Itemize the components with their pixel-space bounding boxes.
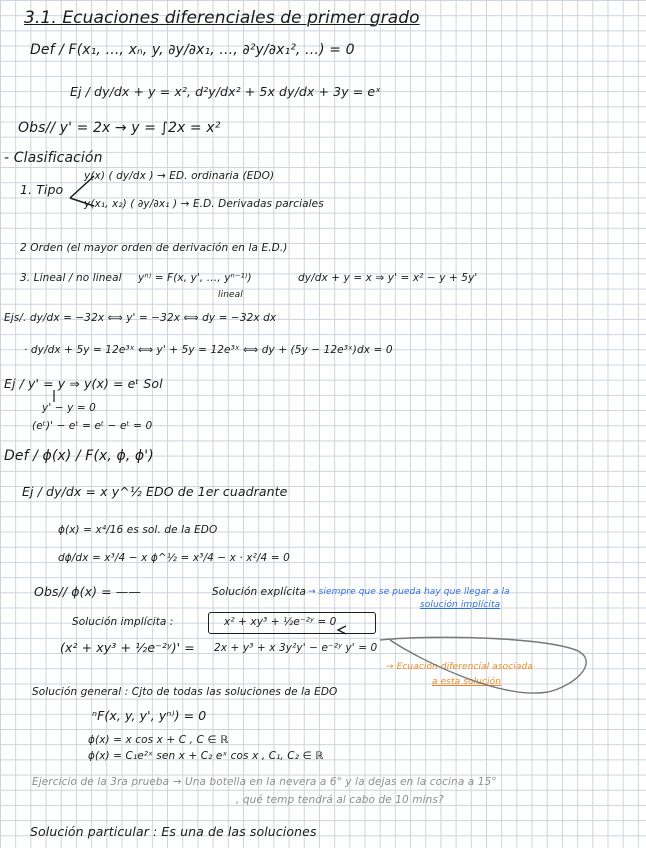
general-solution-example-2: ϕ(x) = C₁e²ˣ sen x + C₂ eˣ cos x , C₁, C₂ ∈ ℝ <box>88 750 324 762</box>
linear-example: dy/dx + y = x ⇒ y' = x² − y + 5y' <box>298 272 478 284</box>
order-line: 2 Orden (el mayor orden de derivación en la E.D.) <box>20 242 288 254</box>
exercise-line-2: , qué temp tendrá al cabo de 10 mins? <box>236 794 444 806</box>
observation2-line: Obs// ϕ(x) = —— <box>34 584 141 599</box>
implicit-solution-label: Solución implícita : <box>72 616 174 628</box>
example2-line-1: Ej / y' = y ⇒ y(x) = eᵗ Sol <box>4 376 163 391</box>
phi-derivative-line: dϕ/dx = x³/4 − x ϕ^½ = x³/4 − x · x²/4 = 0 <box>58 552 290 564</box>
explicit-solution-label: Solución explícita <box>212 586 306 598</box>
highlight-box <box>208 612 376 634</box>
definition-line: Def / F(x₁, …, xₙ, y, ∂y/∂x₁, …, ∂²y/∂x₁², …) = 0 <box>30 42 355 58</box>
general-solution-example-1: ϕ(x) = x cos x + C , C ∈ ℝ <box>88 734 229 746</box>
type-label: 1. Tipo <box>20 182 64 197</box>
linear-label: 3. Lineal / no lineal <box>20 272 122 284</box>
implicit-derivative-right: 2x + y³ + x 3y²y' − e⁻²ʸ y' = 0 <box>214 642 378 654</box>
explicit-solution-note: → siempre que se pueda hay que llegar a la <box>308 587 510 597</box>
page-title: 3.1. Ecuaciones diferenciales de primer grado <box>24 8 420 28</box>
example-line: Ej / dy/dx + y = x², d²y/dx² + 5x dy/dx + 3y = eˣ <box>70 84 381 99</box>
linear-equation: yⁿ⁾ = F(x, y', …, yⁿ⁻¹⁾) <box>138 272 252 284</box>
examples-line-2: · dy/dx + 5y = 12e³ˣ ⟺ y' + 5y = 12e³ˣ ⟺ dy + (5y − 12e³ˣ)dx = 0 <box>24 344 393 356</box>
classification-heading: - Clasificación <box>4 150 103 166</box>
general-solution-equation: ⁿF(x, y, y', yⁿ⁾) = 0 <box>92 708 207 723</box>
type-partial: y(x₁, x₂) ( ∂y/∂x₁ ) → E.D. Derivadas parciales <box>84 198 324 210</box>
type-ordinary: y(x) ( dy/dx ) → ED. ordinaria (EDO) <box>84 170 275 182</box>
linear-sublabel: lineal <box>218 290 243 300</box>
example3-line: Ej / dy/dx = x y^½ EDO de 1er cuadrante <box>22 484 288 499</box>
phi-solution-line: ϕ(x) = x⁴/16 es sol. de la EDO <box>58 524 218 536</box>
differential-equation-note-2: a esta solución <box>432 677 502 687</box>
examples-line-1: Ejs/. dy/dx = −32x ⟺ y' = −32x ⟺ dy = −32x dx <box>4 312 277 324</box>
implicit-derivative-left: (x² + xy³ + ½e⁻²ʸ)' = <box>60 640 195 655</box>
general-solution-line: Solución general : Cjto de todas las soluciones de la EDO <box>32 686 338 698</box>
exercise-line-1: Ejercicio de la 3ra prueba → Una botella en la nevera a 6° y la dejas en la cocina a 15° <box>32 776 497 788</box>
differential-equation-note: → Ecuación diferencial asociada <box>386 662 533 672</box>
explicit-solution-note-2: solución implícita <box>420 600 501 610</box>
example2-line-3: (eᵗ)' − eᵗ = eᵗ − eᵗ = 0 <box>32 420 153 432</box>
particular-solution-line: Solución particular : Es una de las soluciones <box>30 824 317 839</box>
example2-line-2: y' − y = 0 <box>42 402 96 414</box>
observation-line: Obs// y' = 2x → y = ∫2x = x² <box>18 120 221 136</box>
definition2-line: Def / ϕ(x) / F(x, ϕ, ϕ') <box>4 448 154 464</box>
implicit-solution-equation: x² + xy³ + ½e⁻²ʸ = 0 <box>224 616 337 628</box>
